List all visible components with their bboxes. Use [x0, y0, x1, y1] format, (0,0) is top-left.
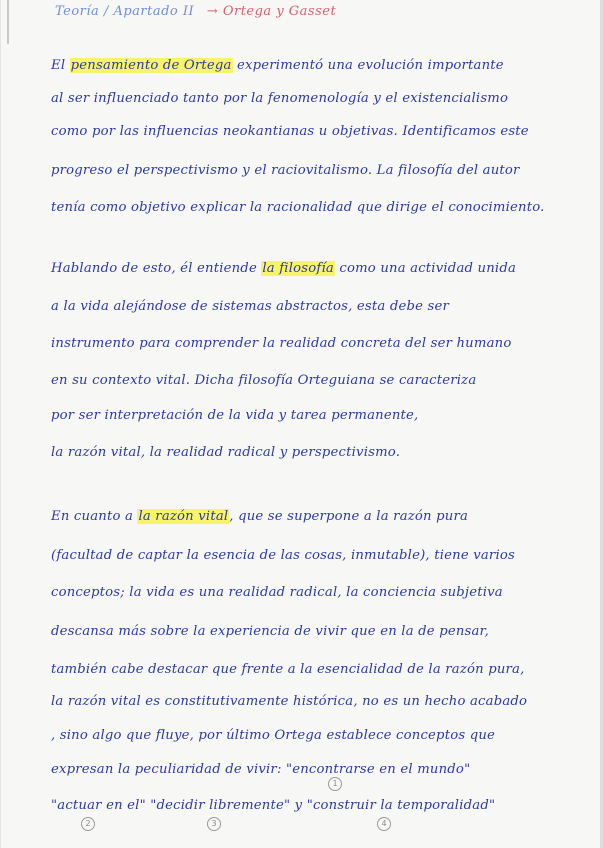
line-text: la razón vital, la realidad radical y perspectivismo.	[51, 445, 401, 460]
text-line	[51, 726, 589, 746]
margin-line	[7, 0, 9, 44]
line-text: por ser interpretación de la vida y tarea permanente,	[51, 408, 419, 423]
text-line	[51, 89, 589, 109]
marker-3: 3	[207, 817, 221, 831]
text-line	[51, 198, 589, 218]
marker-4: 4	[377, 817, 391, 831]
line-text: El	[51, 58, 70, 73]
line-text: expresan la peculiaridad de vivir: "encontrarse en el mundo"	[51, 762, 471, 777]
marker-1: 1	[328, 777, 342, 791]
line-text: En cuanto a	[51, 509, 138, 524]
text-line	[51, 692, 589, 712]
text-line	[51, 406, 589, 426]
line-text: Hablando de esto, él entiende	[51, 261, 262, 276]
text-line	[51, 56, 589, 76]
text-line	[51, 507, 589, 527]
text-line	[51, 334, 589, 354]
line-text: como una actividad unida	[334, 261, 517, 276]
text-line	[51, 443, 589, 463]
line-text: instrumento para comprender la realidad concreta del ser humano	[51, 336, 512, 351]
line-text: , sino algo que fluye, por último Ortega establece conceptos que	[51, 728, 496, 743]
line-text: como por las influencias neokantianas u objetivas. Identificamos este	[51, 124, 529, 139]
page-header	[55, 4, 336, 19]
line-text: también cabe destacar que frente a la esencialidad de la razón pura,	[51, 662, 525, 677]
text-line	[51, 546, 589, 566]
text-line	[51, 622, 589, 642]
text-line	[51, 760, 589, 780]
text-line	[51, 796, 589, 816]
marker-2: 2	[81, 817, 95, 831]
line-text: en su contexto vital. Dicha filosofía Orteguiana se caracteriza	[51, 373, 477, 388]
line-text: experimentó una evolución importante	[232, 58, 504, 73]
line-text: "actuar en el" "decidir libremente" y "construir la temporalidad"	[51, 798, 496, 813]
text-line	[51, 660, 589, 680]
line-text: progreso el perspectivismo y el raciovitalismo. La filosofía del autor	[51, 163, 520, 178]
text-line	[51, 371, 589, 391]
line-text: a la vida alejándose de sistemas abstractos, esta debe ser	[51, 299, 449, 314]
line-text: , que se superpone a la razón pura	[229, 509, 469, 524]
highlighted-text: la razón vital	[138, 509, 229, 524]
line-text: conceptos; la vida es una realidad radical, la conciencia subjetiva	[51, 585, 503, 600]
text-line	[51, 297, 589, 317]
line-text: (facultad de captar la esencia de las cosas, inmutable), tiene varios	[51, 548, 515, 563]
line-text: al ser influenciado tanto por la fenomenología y el existencialismo	[51, 91, 509, 106]
text-line	[51, 259, 589, 279]
text-line	[51, 583, 589, 603]
header-author: → Ortega y Gasset	[206, 4, 337, 19]
line-text: descansa más sobre la experiencia de vivir que en la de pensar,	[51, 624, 490, 639]
text-line	[51, 161, 589, 181]
highlighted-text: pensamiento de Ortega	[70, 58, 232, 73]
header-subject: Teoría / Apartado II	[55, 4, 195, 19]
line-text: la razón vital es constitutivamente histórica, no es un hecho acabado	[51, 694, 528, 709]
line-text: tenía como objetivo explicar la racionalidad que dirige el conocimiento.	[51, 200, 545, 215]
highlighted-text: la filosofía	[262, 261, 334, 276]
page-edge	[600, 0, 602, 848]
text-line	[51, 122, 589, 142]
